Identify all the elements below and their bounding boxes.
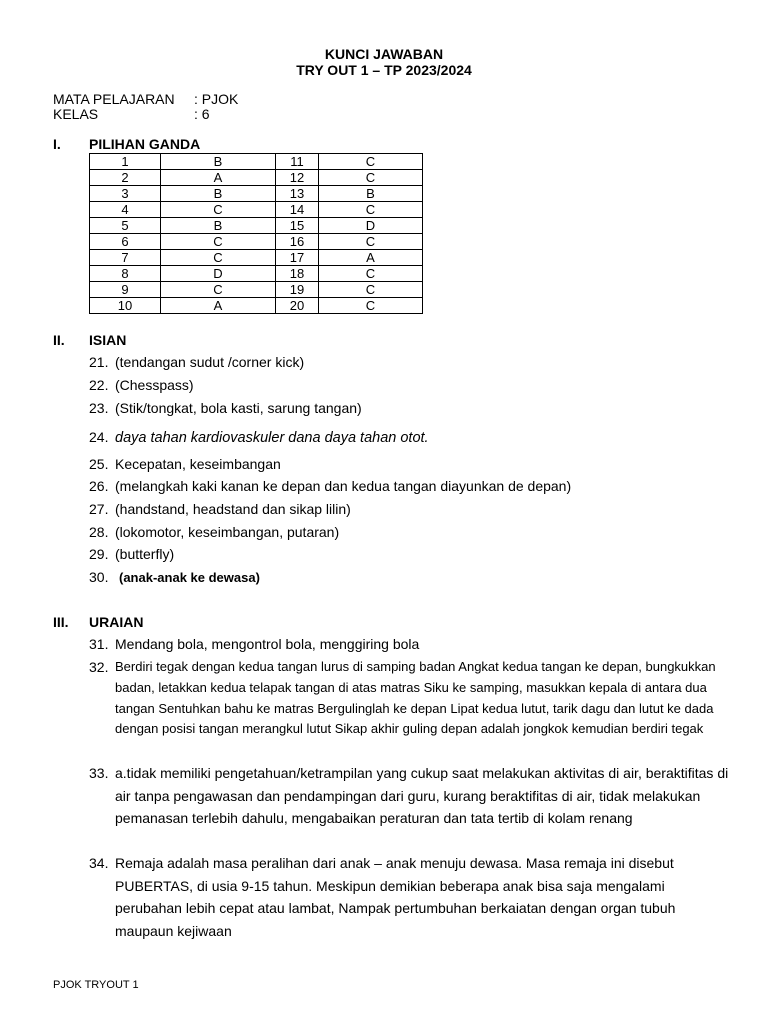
table-cell: C <box>161 250 276 266</box>
table-cell: 6 <box>90 234 161 250</box>
item-text: (anak-anak ke dewasa) <box>119 570 260 585</box>
section-2-title: ISIAN <box>89 332 127 348</box>
table-cell: 2 <box>90 170 161 186</box>
item-number: 27. <box>89 501 109 517</box>
section-3-title: URAIAN <box>89 614 144 630</box>
item-number: 25. <box>89 456 109 472</box>
page-footer: PJOK TRYOUT 1 <box>53 979 139 991</box>
list-item <box>89 521 339 543</box>
section-1-number: I. <box>53 136 61 152</box>
table-row <box>90 186 423 202</box>
table-cell: 3 <box>90 186 161 202</box>
table-row <box>90 202 423 218</box>
answer-key-table <box>89 153 423 314</box>
list-item <box>89 453 281 475</box>
subject-value: : PJOK <box>194 91 239 107</box>
table-cell: D <box>319 218 423 234</box>
table-row <box>90 154 423 170</box>
table-row <box>90 250 423 266</box>
list-item <box>89 498 351 520</box>
table-cell: 13 <box>276 186 319 202</box>
table-cell: A <box>319 250 423 266</box>
item-text: (butterfly) <box>115 546 175 562</box>
table-cell: 18 <box>276 266 319 282</box>
table-cell: C <box>161 202 276 218</box>
table-cell: C <box>319 266 423 282</box>
class-value: : 6 <box>194 106 210 122</box>
item-number: 21. <box>89 354 109 370</box>
list-item <box>89 397 362 419</box>
item-text: Kecepatan, keseimbangan <box>115 456 281 472</box>
table-row <box>90 218 423 234</box>
table-cell: 10 <box>90 298 161 314</box>
section-3-number: III. <box>53 614 69 630</box>
section-2-number: II. <box>53 332 65 348</box>
item-number: 34. <box>89 855 109 871</box>
essay-item <box>89 762 729 830</box>
table-row <box>90 266 423 282</box>
item-number: 26. <box>89 478 109 494</box>
document-title: KUNCI JAWABAN <box>324 46 444 62</box>
subject-label: MATA PELAJARAN <box>53 91 175 107</box>
table-cell: 20 <box>276 298 319 314</box>
item-number: 28. <box>89 524 109 540</box>
essay-item <box>89 657 729 740</box>
item-text: Mendang bola, mengontrol bola, menggiring bola <box>115 636 420 652</box>
section-1-title: PILIHAN GANDA <box>89 136 201 152</box>
table-cell: A <box>161 170 276 186</box>
item-text: (melangkah kaki kanan ke depan dan kedua tangan diayunkan de depan) <box>115 478 572 494</box>
table-row <box>90 282 423 298</box>
table-cell: C <box>319 282 423 298</box>
essay-item <box>89 852 729 942</box>
item-text: (Stik/tongkat, bola kasti, sarung tangan) <box>115 400 362 416</box>
item-text: a.tidak memiliki pengetahuan/ketrampilan yang cukup saat melakukan aktivitas di air, beraktifitas di air tanpa pengawasan dan pendampingan dari guru, kurang beraktifitas di air, tidak melakukan pemanasan terlebih dahulu, mengabaikan peraturan dan tata tertib di kolam renang <box>115 765 729 827</box>
table-cell: C <box>161 234 276 250</box>
table-row <box>90 298 423 314</box>
item-text: daya tahan kardiovaskuler dana daya tahan otot. <box>115 430 429 446</box>
item-text: (handstand, headstand dan sikap lilin) <box>115 501 351 517</box>
table-cell: 1 <box>90 154 161 170</box>
table-cell: 9 <box>90 282 161 298</box>
list-item <box>89 543 174 565</box>
item-number: 29. <box>89 546 109 562</box>
table-row <box>90 170 423 186</box>
item-number: 22. <box>89 377 109 393</box>
list-item <box>89 426 429 449</box>
table-cell: 14 <box>276 202 319 218</box>
table-cell: 11 <box>276 154 319 170</box>
table-cell: C <box>319 154 423 170</box>
document-subtitle: TRY OUT 1 – TP 2023/2024 <box>296 62 472 78</box>
list-item <box>89 374 194 396</box>
table-cell: 12 <box>276 170 319 186</box>
item-text: Remaja adalah masa peralihan dari anak – anak menuju dewasa. Masa remaja ini disebut PUBERTAS, di usia 9-15 tahun. Meskipun demikian beberapa anak bisa saja mengalami perubahan lebih cepat atau lambat, Nampak pertumbuhan berkaiatan dengan organ tubuh maupaun kejiwaan <box>115 855 676 939</box>
table-cell: 17 <box>276 250 319 266</box>
table-cell: 16 <box>276 234 319 250</box>
table-cell: C <box>319 298 423 314</box>
item-number: 32. <box>89 659 109 675</box>
table-cell: 19 <box>276 282 319 298</box>
list-item <box>89 475 571 497</box>
item-text: (tendangan sudut /corner kick) <box>115 354 305 370</box>
essay-item <box>89 633 729 656</box>
table-cell: 15 <box>276 218 319 234</box>
table-cell: C <box>319 234 423 250</box>
class-label: KELAS <box>53 106 99 122</box>
list-item <box>89 566 260 589</box>
item-text: Berdiri tegak dengan kedua tangan lurus di samping badan Angkat kedua tangan ke depan, bungkukkan badan, letakkan kedua telapak tangan di atas matras Siku ke samping, masukkan kepala di antara dua tangan Sentuhkan bahu ke matras Bergulinglah ke depan Lipat kedua lutut, tarik dagu dan lutut ke dada dengan posisi tangan merangkul lutut Sikap akhir guling depan adalah jongkok kemudian berdiri tegak <box>115 659 716 737</box>
table-cell: C <box>319 170 423 186</box>
item-number: 30. <box>89 569 109 585</box>
item-text: (lokomotor, keseimbangan, putaran) <box>115 524 340 540</box>
table-cell: D <box>161 266 276 282</box>
table-cell: A <box>161 298 276 314</box>
table-cell: 5 <box>90 218 161 234</box>
item-text: (Chesspass) <box>115 377 194 393</box>
table-row <box>90 234 423 250</box>
table-cell: 4 <box>90 202 161 218</box>
item-number: 24. <box>89 429 109 445</box>
table-cell: B <box>161 218 276 234</box>
table-cell: B <box>319 186 423 202</box>
item-number: 33. <box>89 765 109 781</box>
table-cell: C <box>161 282 276 298</box>
item-number: 23. <box>89 400 109 416</box>
table-cell: 8 <box>90 266 161 282</box>
table-cell: B <box>161 186 276 202</box>
list-item <box>89 351 304 373</box>
table-cell: B <box>161 154 276 170</box>
item-number: 31. <box>89 636 109 652</box>
table-cell: C <box>319 202 423 218</box>
table-cell: 7 <box>90 250 161 266</box>
